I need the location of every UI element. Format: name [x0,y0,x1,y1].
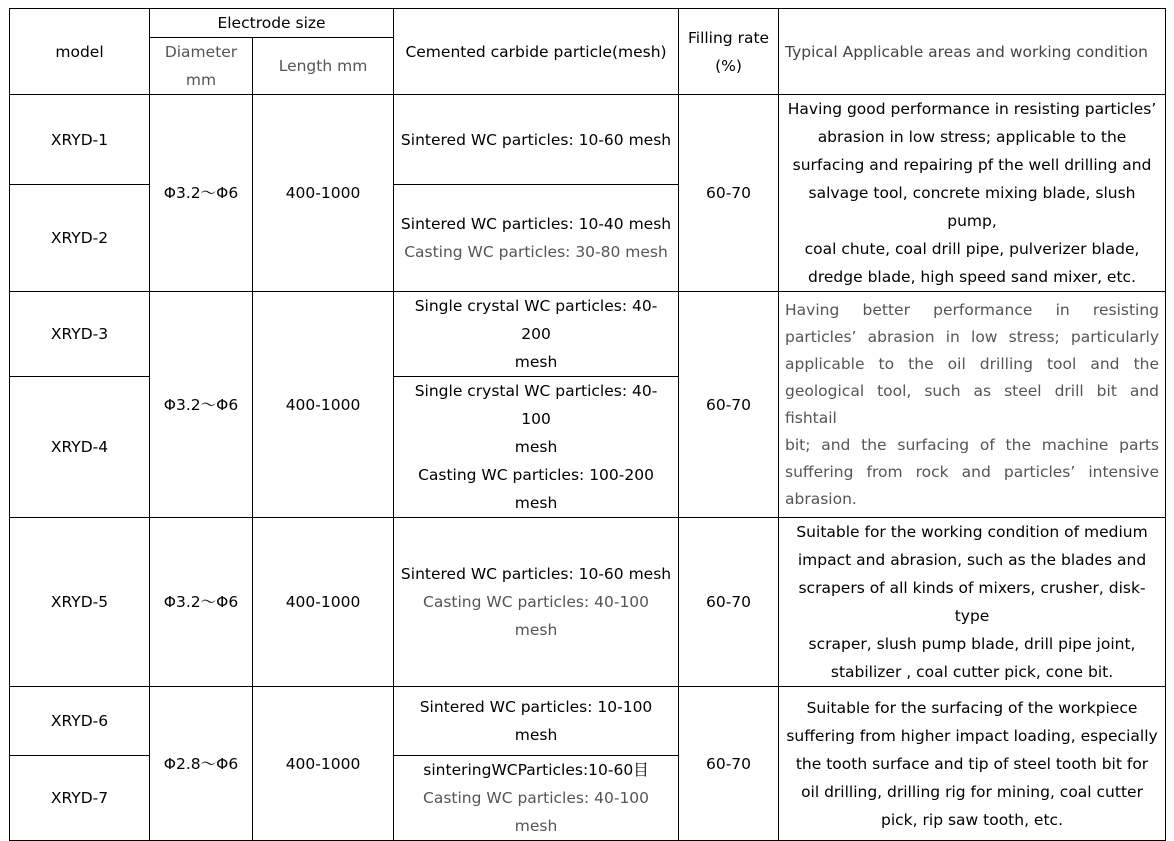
particle-line: Single crystal WC particles: 40-200 [414,297,658,343]
particle-cell [394,518,679,687]
header-diameter [150,38,253,95]
particle-line: Casting WC particles: 40-100 mesh [423,593,650,639]
diameter-cell: Φ3.2～Φ6 [150,518,253,687]
particle-cell [394,377,679,518]
areas-cell [779,687,1166,841]
header-model: model [10,9,150,95]
particle-line: mesh [514,438,558,456]
diameter-cell: Φ3.2～Φ6 [150,292,253,518]
model-cell: XRYD-1 [10,95,150,185]
particle-line: Sintered WC particles: 10-60 mesh [400,130,672,149]
diameter-cell: Φ3.2～Φ6 [150,95,253,292]
areas-line: salvage tool, concrete mixing blade, slush pump, [808,184,1136,230]
filling-cell: 60-70 [679,95,779,292]
particle-cell [394,185,679,292]
particle-line: mesh [514,353,558,371]
areas-line: abrasion. [785,489,857,508]
model-cell: XRYD-4 [10,377,150,518]
areas-line: impact and abrasion, such as the blades and [797,551,1147,569]
model-cell: XRYD-6 [10,687,150,756]
areas-line: bit; and the surfacing of the machine parts [785,435,1160,454]
length-cell: 400-1000 [253,687,394,841]
header-filling-rate-unit: (%) [715,56,742,75]
particle-cell [394,756,679,841]
filling-cell: 60-70 [679,292,779,518]
header-diameter-label: Diameter [164,43,238,61]
areas-line: pick, rip saw tooth, etc. [881,810,1063,829]
particle-line: Sintered WC particles: 10-100 [419,698,653,716]
model-cell: XRYD-7 [10,756,150,841]
particle-cell [394,292,679,377]
particle-line: Sintered WC particles: 10-60 mesh [400,565,672,583]
areas-line: suffering from rock and particles’ intensive [785,462,1160,481]
length-cell: 400-1000 [253,95,394,292]
particle-line: mesh [514,726,558,744]
areas-line: Suitable for the working condition of medium [796,523,1148,541]
areas-line: scrapers of all kinds of mixers, crusher, disk-type [798,579,1146,625]
areas-line: applicable to the oil drilling tool and the [785,354,1160,373]
areas-line: particles’ abrasion in low stress; particularly [785,327,1160,346]
areas-line: dredge blade, high speed sand mixer, etc. [808,268,1136,286]
particle-line: Sintered WC particles: 10-40 mesh [400,215,672,234]
areas-line: coal chute, coal drill pipe, pulverizer blade, [804,240,1140,258]
header-filling-rate [679,9,779,95]
areas-line: abrasion in low stress; applicable to the [817,128,1127,146]
length-cell: 400-1000 [253,292,394,518]
areas-line: the tooth surface and tip of steel tooth bit for [795,754,1149,773]
particle-cell [394,687,679,756]
filling-cell: 60-70 [679,687,779,841]
areas-line: oil drilling, drilling rig for mining, coal cutter [801,782,1143,801]
particle-line: Casting WC particles: 30-80 mesh [404,243,668,262]
header-length: Length mm [253,38,394,95]
header-electrode-size: Electrode size [150,9,394,38]
areas-line: Suitable for the surfacing of the workpiece [806,698,1138,717]
areas-line: stabilizer , coal cutter pick, cone bit. [830,663,1114,681]
header-filling-rate-label: Filling rate [687,28,770,47]
areas-cell [779,518,1166,687]
particle-line: mesh [514,494,558,512]
particle-cell [394,95,679,185]
areas-line: suffering from higher impact loading, especially [786,726,1158,745]
length-cell: 400-1000 [253,518,394,687]
areas-line: Having better performance in resisting [785,300,1160,319]
areas-line: scraper, slush pump blade, drill pipe joint, [808,635,1136,653]
particle-line: Casting WC particles: 100-200 [418,466,654,484]
areas-line: surfacing and repairing pf the well drilling and [792,156,1152,174]
header-areas: Typical Applicable areas and working condition [779,9,1166,95]
areas-cell [779,292,1166,518]
filling-cell: 60-70 [679,518,779,687]
particle-line: Casting WC particles: 40-100 mesh [423,789,650,835]
particle-line: sinteringWCParticles:10-60目 [423,761,649,779]
model-cell: XRYD-3 [10,292,150,377]
header-diameter-unit: mm [185,71,217,89]
areas-line: geological tool, such as steel drill bit and fishtail [785,381,1160,427]
areas-cell [779,95,1166,292]
electrode-spec-table [9,8,1166,841]
areas-line: Having good performance in resisting particles’ [787,100,1157,118]
model-cell: XRYD-5 [10,518,150,687]
particle-line: Single crystal WC particles: 40-100 [414,382,658,428]
model-cell: XRYD-2 [10,185,150,292]
diameter-cell: Φ2.8～Φ6 [150,687,253,841]
header-particle: Cemented carbide particle(mesh) [394,9,679,95]
